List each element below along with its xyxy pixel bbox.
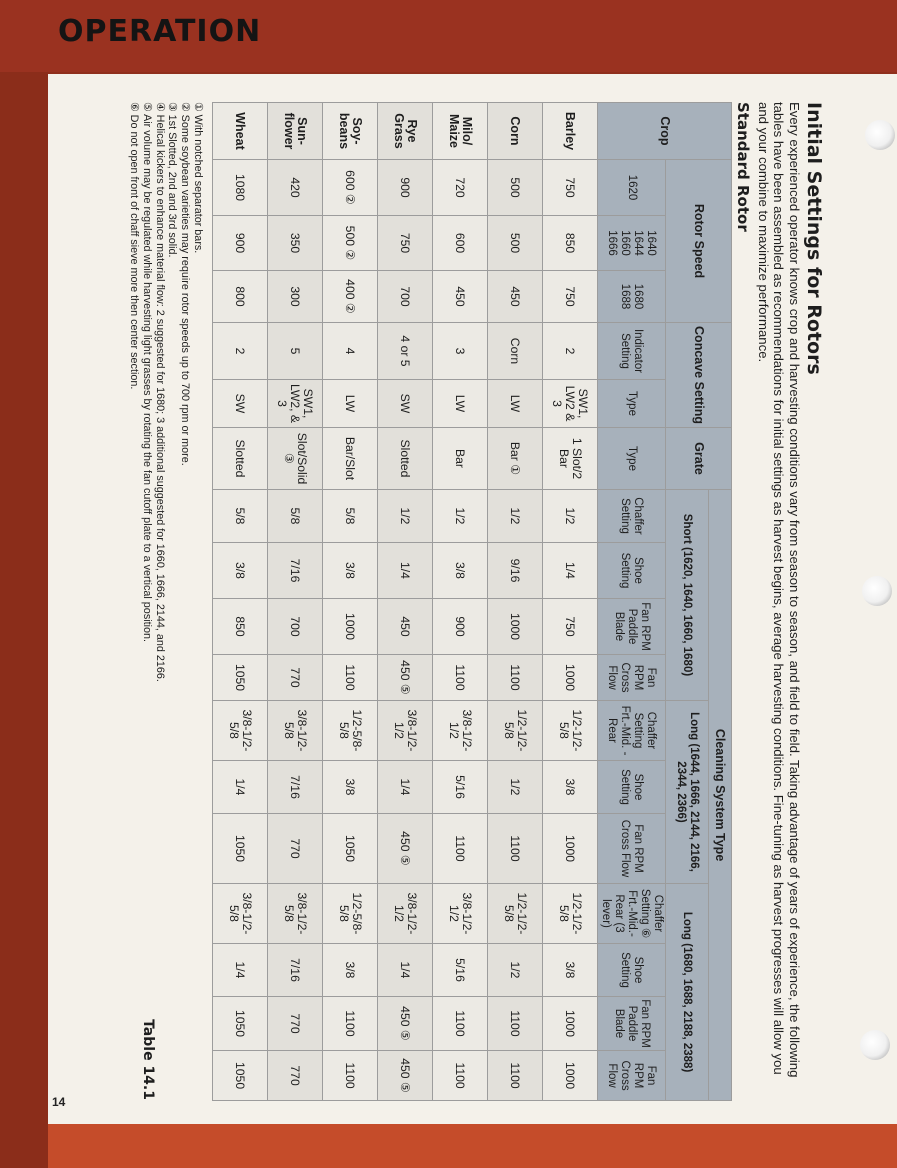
bottom-band	[48, 1124, 897, 1168]
table-cell: SW	[213, 380, 268, 428]
table-cell: SW1, LW2, & 3	[268, 380, 323, 428]
footnote: ④ Helical kickers to enhance material flow: 2 suggested for 1680; 3 additional suggested for 1660, 1666, 2144, and 2166.	[153, 102, 166, 682]
binder-hole-icon	[860, 1030, 890, 1060]
table-cell: 5/8	[213, 490, 268, 543]
table-cell: 1100	[433, 997, 488, 1051]
table-cell: 3/8-1/2-5/8	[268, 884, 323, 944]
table-cell: 1/2	[378, 490, 433, 543]
table-cell: 450	[488, 271, 543, 323]
table-cell: 450	[433, 271, 488, 323]
table-cell: 450 ⑤	[378, 655, 433, 701]
table-cell: 3/8	[433, 543, 488, 599]
table-cell: 5/16	[433, 944, 488, 997]
table-cell: 1050	[213, 655, 268, 701]
table-cell: 1000	[488, 599, 543, 655]
table-cell: 450 ⑤	[378, 997, 433, 1051]
table-row	[378, 103, 433, 1101]
intro-paragraph: Every experienced operator knows crop and harvesting conditions vary from season to season, and field to field. Taking advantage of years of experience, the following tables have been assembled as recommendations for initial settings as harvest begins, average harvesting conditions. Fine-tuning as harvest progresses will allow you and your combine to maximize performance.	[756, 102, 802, 1078]
crop-cell: Corn	[488, 103, 543, 160]
header-long-2: Long (1680, 1688, 2188, 2388)	[666, 884, 709, 1101]
page-number: 14	[52, 1095, 66, 1109]
table-cell: 1100	[488, 997, 543, 1051]
footnote: ② Some soybean varieties may require rotor speeds up to 700 rpm or more.	[179, 102, 192, 466]
table-cell: 350	[268, 216, 323, 271]
table-cell: 700	[378, 271, 433, 323]
table-cell: 900	[433, 599, 488, 655]
table-cell: LW	[323, 380, 378, 428]
table-cell: LW	[433, 380, 488, 428]
header-bar	[0, 0, 897, 72]
table-cell: 500	[488, 216, 543, 271]
table-cell: 1/2-1/2-5/8	[488, 884, 543, 944]
table-cell: 5/8	[268, 490, 323, 543]
table-cell: 1/2	[488, 944, 543, 997]
table-cell: 7/16	[268, 543, 323, 599]
header-long-1: Long (1644, 1666, 2144, 2166, 2344, 2366)	[666, 701, 709, 884]
table-cell: 450 ⑤	[378, 814, 433, 884]
table-cell: 750	[543, 160, 598, 216]
footnotes	[127, 102, 204, 1100]
table-cell: 5/16	[433, 761, 488, 814]
table-cell: 500 ②	[323, 216, 378, 271]
table-cell: 1/2-1/2-5/8	[543, 701, 598, 761]
table-cell: 3/8-1/2-1/2	[433, 884, 488, 944]
table-cell: 720	[433, 160, 488, 216]
table-cell: 3	[433, 323, 488, 380]
column-header: Shoe Setting	[598, 543, 666, 599]
table-cell: 1000	[543, 655, 598, 701]
table-cell: 3/8	[323, 944, 378, 997]
crop-cell: Sun-flower	[268, 103, 323, 160]
table-cell: 1100	[488, 655, 543, 701]
table-cell: 3/8	[543, 761, 598, 814]
table-label: Table 14.1	[140, 1019, 156, 1100]
table-cell: 850	[213, 599, 268, 655]
table-row	[543, 103, 598, 1101]
header-concave: Concave Setting	[666, 323, 732, 428]
table-cell: 1/2-1/2-5/8	[488, 701, 543, 761]
table-cell: 1050	[213, 1051, 268, 1101]
table-cell: 3/8	[213, 543, 268, 599]
column-header: Chaffer Setting ⑥ Frt.-Mid.- Rear (3 lever)	[598, 884, 666, 944]
table-cell: 770	[268, 1051, 323, 1101]
column-headers	[598, 103, 666, 1101]
crop-cell: Wheat	[213, 103, 268, 160]
table-cell: 9/16	[488, 543, 543, 599]
table-cell: 7/16	[268, 944, 323, 997]
settings-table	[212, 102, 732, 1101]
column-header: Fan RPM Paddle Blade	[598, 599, 666, 655]
table-cell: Slotted	[378, 428, 433, 490]
header-short: Short (1620, 1640, 1660, 1680)	[666, 490, 709, 701]
table-cell: 1/4	[543, 543, 598, 599]
crop-cell: Soy-beans	[323, 103, 378, 160]
column-header: Shoe Setting	[598, 944, 666, 997]
table-cell: 1050	[323, 814, 378, 884]
table-cell: 770	[268, 655, 323, 701]
table-cell: 750	[543, 599, 598, 655]
column-header: 1680 1688	[598, 271, 666, 323]
table-cell: 600 ②	[323, 160, 378, 216]
table-cell: 900	[378, 160, 433, 216]
binder-hole-icon	[865, 120, 895, 150]
column-header: Fan RPM Cross Flow	[598, 1051, 666, 1101]
table-cell: Slot/Solid ③	[268, 428, 323, 490]
column-header: Chaffer Setting Frt.-Mid. -Rear	[598, 701, 666, 761]
header-rotor-speed: Rotor Speed	[666, 160, 732, 323]
table-cell: 5/8	[323, 490, 378, 543]
left-margin-band	[0, 72, 48, 1168]
table-cell: LW	[488, 380, 543, 428]
rotated-content	[56, 102, 826, 1100]
table-cell: 450 ⑤	[378, 1051, 433, 1101]
table-cell: 420	[268, 160, 323, 216]
table-cell: 3/8	[323, 543, 378, 599]
table-cell: 7/16	[268, 761, 323, 814]
table-cell: 1100	[488, 814, 543, 884]
table-cell: SW	[378, 380, 433, 428]
table-cell: 5	[268, 323, 323, 380]
table-cell: 3/8-1/2-5/8	[268, 701, 323, 761]
table-row	[268, 103, 323, 1101]
table-cell: 1100	[488, 1051, 543, 1101]
header-cleaning-system: Cleaning System Type	[709, 490, 732, 1101]
crop-cell: Milo/ Maize	[433, 103, 488, 160]
table-cell: 1100	[433, 1051, 488, 1101]
table-cell: SW1, LW2 & 3	[543, 380, 598, 428]
binder-hole-icon	[862, 576, 892, 606]
table-row	[323, 103, 378, 1101]
table-cell: 600	[433, 216, 488, 271]
table-cell: 700	[268, 599, 323, 655]
table-cell: 1050	[213, 997, 268, 1051]
table-row	[213, 103, 268, 1101]
column-header: Fan RPM Paddle Blade	[598, 997, 666, 1051]
footnote: ⑥ Do not open front of chaff sieve more then center section.	[128, 102, 141, 390]
table-cell: 1/4	[378, 944, 433, 997]
table-cell: 750	[378, 216, 433, 271]
table-cell: 1/4	[213, 761, 268, 814]
table-cell: 1/2-1/2-5/8	[543, 884, 598, 944]
table-cell: 450	[378, 599, 433, 655]
table-cell: 1000	[543, 814, 598, 884]
table-cell: 1/2	[543, 490, 598, 543]
table-cell: 800	[213, 271, 268, 323]
table-cell: 4	[323, 323, 378, 380]
table-cell: 2	[213, 323, 268, 380]
section-title: OPERATION	[58, 14, 262, 49]
table-cell: 1/2-5/8-5/8	[323, 884, 378, 944]
table-cell: 1/2	[433, 490, 488, 543]
table-cell: 850	[543, 216, 598, 271]
column-header: Chaffer Setting	[598, 490, 666, 543]
table-cell: 1/4	[378, 543, 433, 599]
table-cell: 3/8	[543, 944, 598, 997]
page-title: Initial Settings for Rotors	[803, 102, 825, 375]
header-crop: Crop	[598, 103, 732, 160]
column-header: Fan RPM Cross Flow	[598, 655, 666, 701]
table-cell: 2	[543, 323, 598, 380]
table-cell: 770	[268, 997, 323, 1051]
table-cell: 1/2	[488, 490, 543, 543]
table-cell: 3/8-1/2-1/2	[433, 701, 488, 761]
table-cell: 3/8-1/2-1/2	[378, 701, 433, 761]
column-header: Type	[598, 380, 666, 428]
column-header: Fan RPM Cross Flow	[598, 814, 666, 884]
column-header: 1620	[598, 160, 666, 216]
table-cell: Bar ①	[488, 428, 543, 490]
table-cell: 900	[213, 216, 268, 271]
table-cell: 770	[268, 814, 323, 884]
table-cell: 500	[488, 160, 543, 216]
table-cell: 1100	[323, 997, 378, 1051]
table-cell: 300	[268, 271, 323, 323]
footnote: ① With notched separator bars.	[192, 102, 204, 254]
table-cell: 3/8-1/2-5/8	[213, 884, 268, 944]
footnote: ③ 1st Slotted, 2nd and 3rd solid.	[166, 102, 179, 258]
header-grate: Grate	[666, 428, 732, 490]
table-cell: 4 or 5	[378, 323, 433, 380]
table-cell: 400 ②	[323, 271, 378, 323]
table-cell: 3/8-1/2-5/8	[213, 701, 268, 761]
table-cell: 1080	[213, 160, 268, 216]
table-cell: 1100	[433, 655, 488, 701]
table-cell: 3/8-1/2-1/2	[378, 884, 433, 944]
table-cell: 1000	[323, 599, 378, 655]
table-body	[213, 103, 598, 1101]
column-header: Indicator Setting	[598, 323, 666, 380]
column-header: Type	[598, 428, 666, 490]
crop-cell: Rye Grass	[378, 103, 433, 160]
table-cell: 1000	[543, 1051, 598, 1101]
table-row	[488, 103, 543, 1101]
table-cell: 3/8	[323, 761, 378, 814]
crop-cell: Barley	[543, 103, 598, 160]
table-cell: 1000	[543, 997, 598, 1051]
table-subtitle: Standard Rotor	[734, 102, 752, 232]
table-cell: 1100	[323, 655, 378, 701]
table-row	[433, 103, 488, 1101]
column-header: Shoe Setting	[598, 761, 666, 814]
table-cell: 1050	[213, 814, 268, 884]
table-cell: 1 Slot/2 Bar	[543, 428, 598, 490]
table-cell: Bar	[433, 428, 488, 490]
table-cell: 1100	[323, 1051, 378, 1101]
column-header: 1640 1644 1660 1666	[598, 216, 666, 271]
table-cell: 1/2	[488, 761, 543, 814]
table-cell: 1/2-5/8-5/8	[323, 701, 378, 761]
table-cell: Corn	[488, 323, 543, 380]
table-cell: Bar/Slot	[323, 428, 378, 490]
table-cell: 1/4	[378, 761, 433, 814]
table-cell: 1/4	[213, 944, 268, 997]
table-cell: 1100	[433, 814, 488, 884]
table-cell: 750	[543, 271, 598, 323]
footnote: ⑤ Air volume may be regulated while harvesting light grasses by rotating the fan cutoff plate to a vertical position.	[140, 102, 153, 643]
table-cell: Slotted	[213, 428, 268, 490]
